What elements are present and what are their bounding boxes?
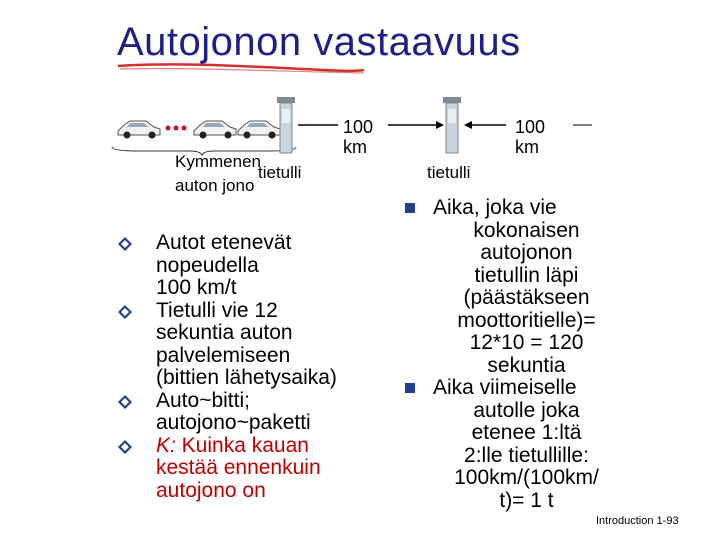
toll-booth-icon: [443, 97, 461, 153]
diamond-bullet-icon: [118, 395, 132, 409]
diamond-bullet-icon: [118, 440, 132, 454]
toll-booth-label-right: tietulli: [427, 163, 471, 182]
diamond-bullet-icon: [118, 305, 132, 319]
diamond-bullet-icon: [118, 237, 132, 251]
toll-booth-icon: [277, 97, 295, 153]
list-item: Autot etenevät nopeudella 100 km/t: [118, 232, 378, 300]
footer: [596, 515, 679, 527]
list-item: Tietulli vie 12 sekuntia auton palvelemiseen (bittien lähetysaika): [118, 300, 378, 390]
car-icon: [118, 121, 160, 139]
page-number: 1-93: [656, 515, 679, 527]
list-item: Aika viimeiselle autolle joka etenee 1:ltä 2:lle tietullille: 100km/(100km/ t)= 1 t: [405, 377, 620, 512]
square-bullet-icon: [405, 383, 415, 393]
footer-section: Introduction: [596, 515, 654, 527]
toll-booth-label-left: tietulli: [258, 163, 302, 182]
list-item: K: Kuinka kauan kestää ennenkuin autojono on: [118, 435, 378, 503]
title-underline: [112, 52, 372, 82]
list-item: Auto~bitti; autojono~paketti: [118, 390, 378, 435]
square-bullet-icon: [405, 203, 415, 213]
right-bullet-list: [405, 197, 620, 512]
caravan-label-bottom: auton jono: [175, 176, 255, 195]
distance-label-left: 100 km: [343, 117, 374, 157]
question-prefix: K:: [156, 433, 176, 457]
car-icon: [238, 121, 280, 139]
caravan-label-top: Kymmenen: [175, 152, 261, 171]
car-icon: [194, 121, 236, 139]
slide-title: Autojonon vastaavuus: [117, 20, 521, 64]
ellipsis-dots-icon: [166, 126, 187, 131]
distance-label-right: 100 km: [515, 117, 546, 157]
left-bullet-list: [118, 232, 378, 502]
list-item: Aika, joka vie kokonaisen autojonon tietullin läpi (päästäkseen moottoritielle)= 12*10 = 120 sekuntia: [405, 197, 620, 377]
